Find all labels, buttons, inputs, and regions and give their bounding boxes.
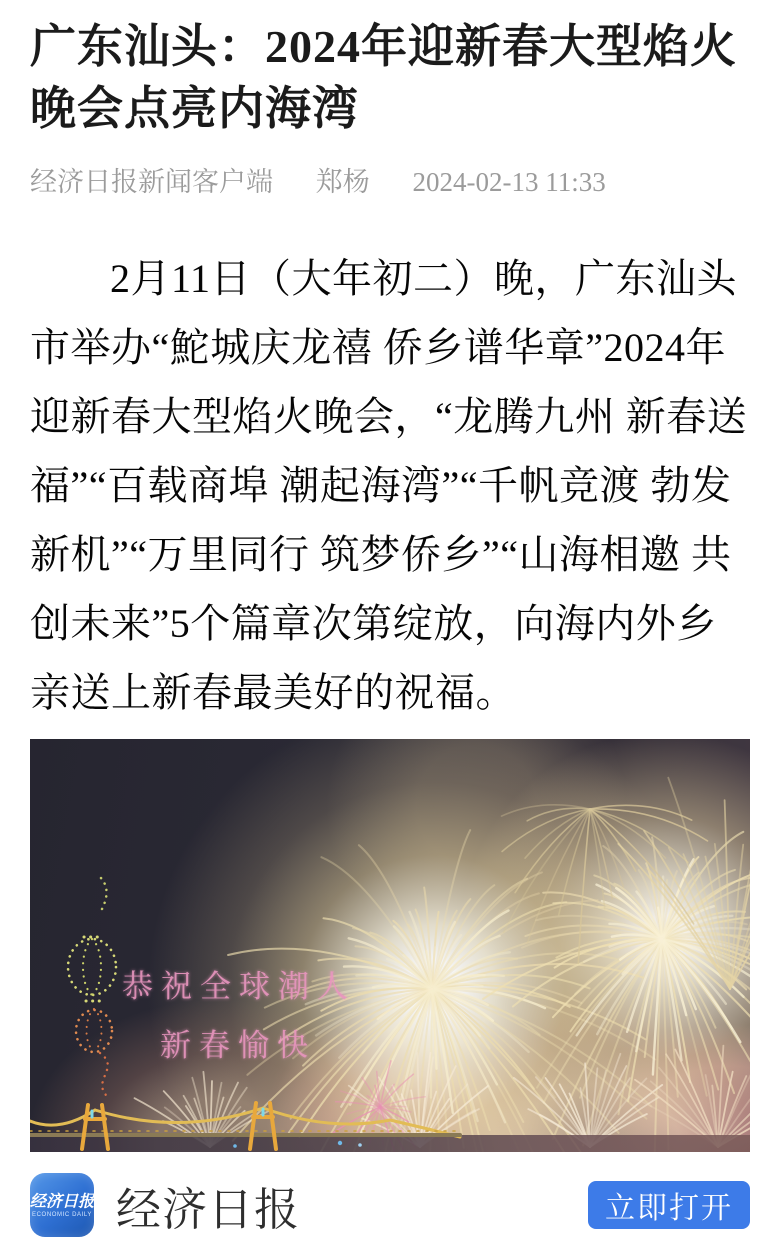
app-name: 经济日报	[116, 1183, 301, 1235]
water-surface	[30, 1135, 750, 1152]
app-download-bar	[30, 1172, 750, 1238]
drone-text-line1: 恭祝全球潮人	[122, 969, 356, 1004]
article-body: 2月11日（大年初二）晚，广东汕头市举办“鮀城庆龙禧 侨乡谱华章”2024年迎新春大型焰火晚会，“龙腾九州 新春送福”“百载商埠 潮起海湾”“千帆竞渡 勃发新机”“万里同行 筑梦侨乡”“山海相邀 共创未来”5个篇章次第绽放，向海内外乡亲送上新春最美好的祝福。	[30, 256, 748, 715]
article-title: 广东汕头：2024年迎新春大型焰火晚会点亮内海湾	[30, 21, 737, 134]
open-app-button[interactable]: 立即打开	[588, 1181, 750, 1229]
byline-source: 经济日报新闻客户端	[30, 167, 273, 197]
app-icon-subtitle: ECONOMIC DAILY	[32, 1211, 92, 1218]
byline	[30, 166, 750, 198]
byline-datetime: 2024-02-13 11:33	[412, 167, 606, 197]
drone-lantern-icons	[68, 877, 116, 1099]
byline-author: 郑杨	[315, 167, 370, 197]
fireworks-illustration	[30, 739, 750, 1152]
app-logo-icon[interactable]	[30, 1173, 94, 1237]
app-icon-title: 经济日报	[29, 1191, 95, 1211]
news-photo-fireworks[interactable]	[30, 739, 750, 1152]
drone-text-line2: 新春愉快	[160, 1028, 316, 1063]
